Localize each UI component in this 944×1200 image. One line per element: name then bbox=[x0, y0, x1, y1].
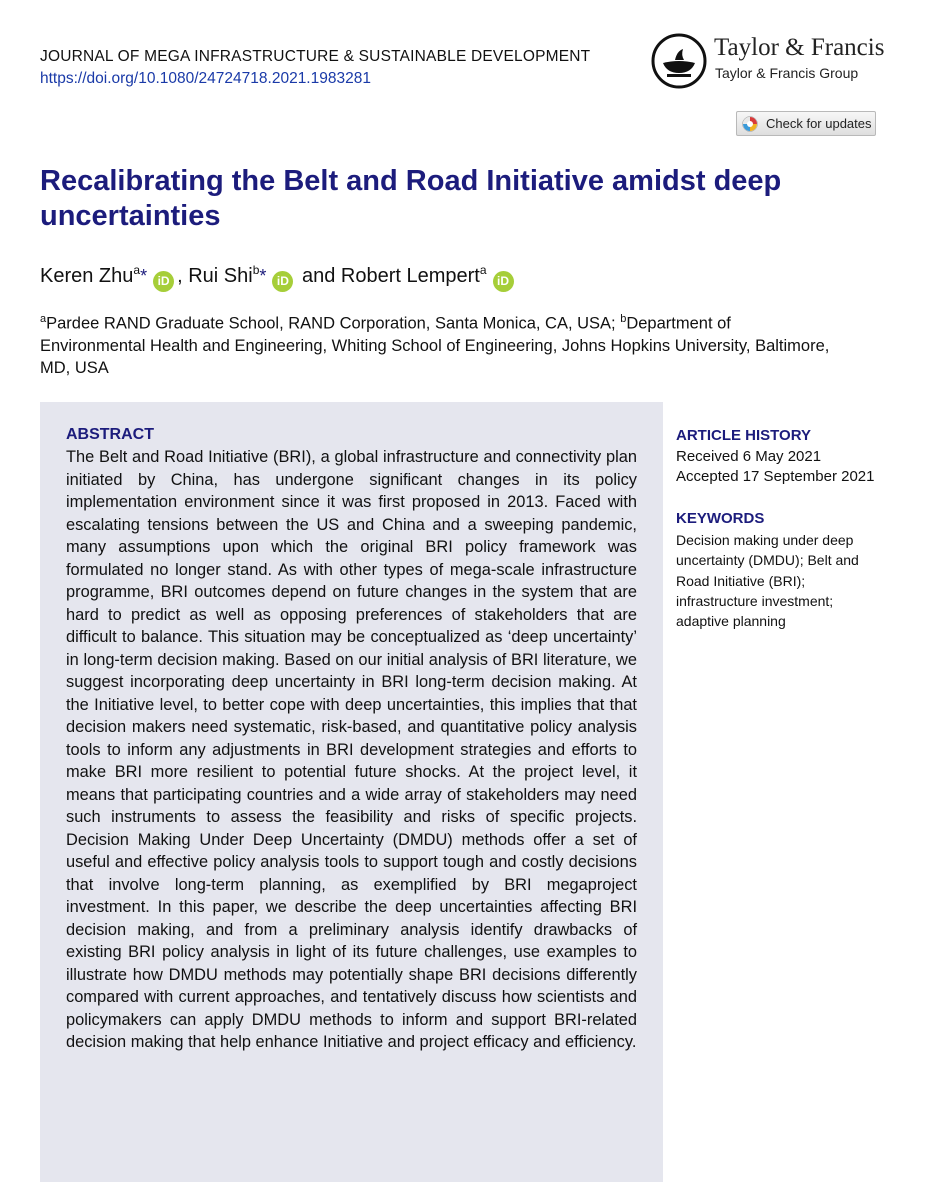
article-history-heading: ARTICLE HISTORY bbox=[676, 427, 812, 444]
affil-mark: b bbox=[620, 313, 627, 325]
received-date: Received 6 May 2021 bbox=[676, 448, 822, 465]
abstract-heading: ABSTRACT bbox=[66, 426, 154, 443]
author-name[interactable]: Robert Lempert bbox=[340, 265, 480, 287]
affiliation-text: Pardee RAND Graduate School, RAND Corporation, Santa Monica, CA, USA; bbox=[46, 314, 621, 333]
author-name[interactable]: Rui Shi bbox=[188, 265, 253, 287]
abstract-text: The Belt and Road Initiative (BRI), a global infrastructure and connectivity plan initiated by China, has undergone significant changes in its policy implementation environment since it was first proposed in 2013. Faced with escalating tensions between the US and China and a sweeping pandemic, many assumptions upon which the original BRI policy framework was formulated no longer stand. As with other types of mega-scale infrastructure programme, BRI outcomes depend on future changes in the system that are hard to predict as well as opposing preferences of stakeholders that are difficult to balance. This situation may be conceptualized as ‘deep uncertainty’ in long-term decision making. Based on our initial analysis of BRI literature, we suggest incorporating deep uncertainty in BRI long-term decision making. At the Initiative level, to better cope with deep uncertainties, this implies that that decision makers need systematic, risk-based, and quantitative policy analysis tools to inform any adjustments in BRI development strategies and efforts to make BRI more resilient to potential future shocks. At the project level, it means that participating countries and a wide array of stakeholders may need such instruments to assess the feasibility and risks of specific projects. Decision Making Under Deep Uncertainty (DMDU) methods offer a set of useful and effective policy analysis tools to support tough and costly decisions that involve long-term planning, as exemplified by BRI megaproject investment. In this paper, we describe the deep uncertainties affecting BRI decision making, and from a preliminary analysis identify drawbacks of existing BRI policy analysis in light of its future challenges, use examples to illustrate how DMDU methods may potentially shape BRI decisions differently compared with current approaches, and tentatively discuss how scientists and policymakers can apply DMDU methods to inform and support BRI-related decision making that help enhance Initiative and project efficacy and efficiency. bbox=[66, 448, 637, 1051]
corresponding-mark: * bbox=[140, 266, 148, 286]
author-name[interactable]: Keren Zhu bbox=[40, 265, 134, 287]
journal-name: JOURNAL OF MEGA INFRASTRUCTURE & SUSTAINABLE DEVELOPMENT bbox=[40, 48, 591, 65]
author-separator: , bbox=[177, 265, 189, 287]
author-affil-mark: b bbox=[252, 263, 260, 277]
orcid-icon[interactable]: iD bbox=[153, 271, 174, 292]
crossmark-icon bbox=[742, 116, 758, 132]
orcid-icon[interactable]: iD bbox=[272, 271, 293, 292]
corresponding-mark: * bbox=[259, 266, 267, 286]
taylor-francis-lamp-logo-icon bbox=[651, 33, 707, 89]
publisher-group: Taylor & Francis Group bbox=[715, 65, 859, 81]
check-for-updates-button[interactable] bbox=[736, 111, 876, 136]
article-title: Recalibrating the Belt and Road Initiative amidst deep uncertainties bbox=[40, 165, 782, 232]
author-affil-mark: a bbox=[133, 263, 141, 277]
affiliation-text: Department of Environmental Health and Engineering, Whiting School of Engineering, Johns Hopkins University, Baltimore, MD, USA bbox=[40, 314, 830, 377]
affiliations bbox=[40, 308, 840, 379]
author-affil-mark: a bbox=[479, 263, 487, 277]
author-conjunction: and bbox=[296, 265, 341, 287]
author-list bbox=[40, 263, 517, 292]
orcid-icon[interactable]: iD bbox=[493, 271, 514, 292]
check-for-updates-label: Check for updates bbox=[766, 116, 872, 131]
accepted-date: Accepted 17 September 2021 bbox=[676, 468, 875, 485]
keywords-heading: KEYWORDS bbox=[676, 510, 765, 527]
affil-mark: a bbox=[40, 313, 47, 325]
keywords-list: Decision making under deep uncertainty (DMDU); Belt and Road Initiative (BRI); infrastructure investment; adaptive planning bbox=[676, 532, 859, 630]
publisher-name: Taylor & Francis bbox=[714, 34, 885, 61]
doi-link[interactable]: https://doi.org/10.1080/24724718.2021.1983281 bbox=[40, 70, 371, 87]
